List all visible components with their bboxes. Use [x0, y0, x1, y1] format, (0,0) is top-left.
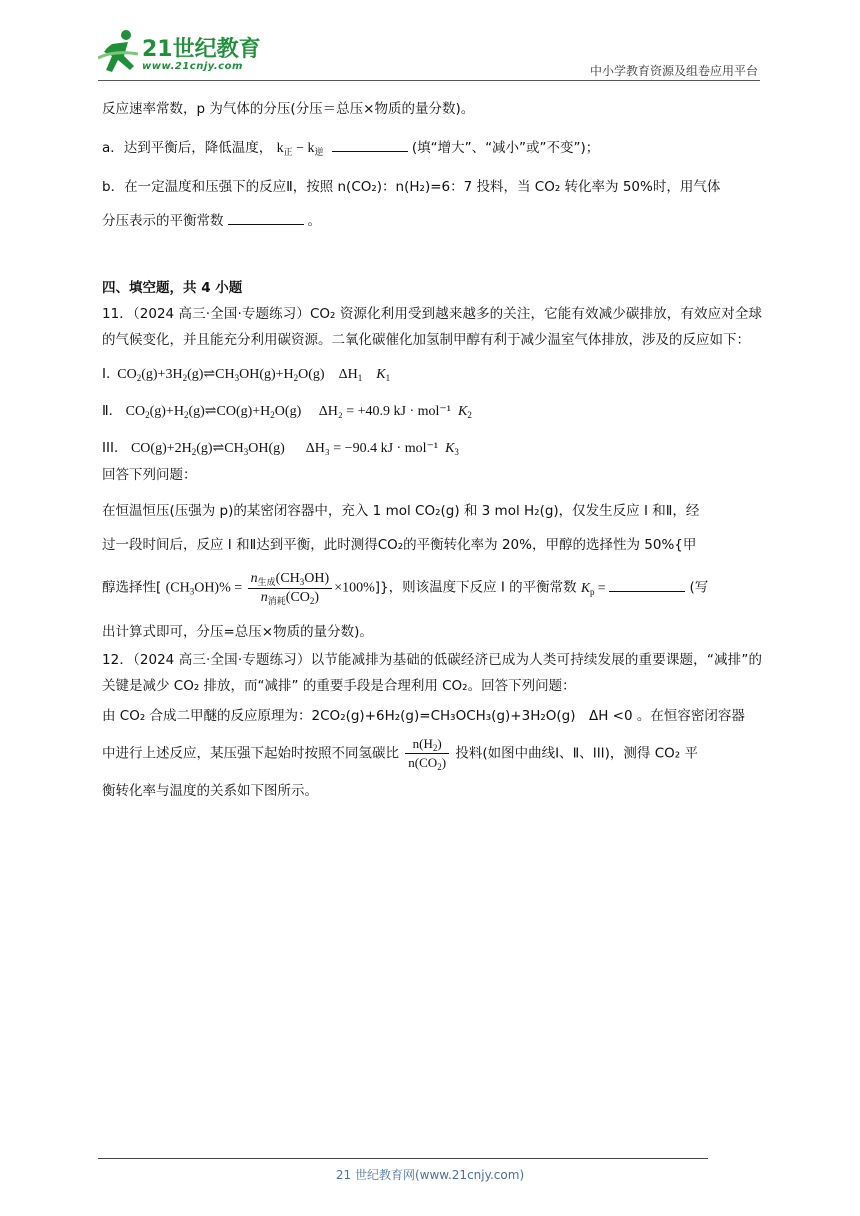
item-b-text: 分压表示的平衡常数 — [102, 213, 224, 229]
q12-line3: 衡转化率与温度的关系如下图所示。 — [102, 783, 318, 799]
footer-divider — [98, 1158, 708, 1159]
logo-main-text: 21世纪教育 — [142, 37, 261, 62]
item-a — [102, 137, 762, 160]
kp-symbol: $K_p$ = — [580, 579, 606, 597]
q11-reaction-1 — [102, 363, 762, 386]
r3-k: $K_3$ — [445, 441, 459, 457]
q12-reaction: 由 CO₂ 合成二甲醚的反应原理为：2CO₂(g)+6H₂(g)=CH₃OCH₃(g)+3H₂O(g) ΔH <0 。在恒容密闭容器 — [102, 708, 745, 724]
r3-equation: $CO(g)+2H_2(g)\rightleftharpoons CH_3OH(g)$ — [130, 441, 303, 457]
answer-blank-kp[interactable] — [609, 577, 685, 592]
sel-suffix: ]}，则该温度下反应 I 的平衡常数 — [374, 579, 577, 596]
r2-equation: $CO_2(g)+H_2(g)\rightleftharpoons CO(g)+H_2O(g)$ — [125, 404, 316, 420]
answer-blank-b[interactable] — [228, 210, 304, 225]
r2-enthalpy: ΔH₂ = +40.9 kJ · mol⁻¹ — [318, 404, 451, 419]
q11-reaction-2 — [102, 400, 762, 423]
item-b-line1: b．在一定温度和压强下的反应Ⅱ，按照 n(CO₂)：n(H₂)=6：7 投料，当 CO₂ 转化率为 50%时，用气体 — [102, 179, 721, 195]
r2-k: $K_2$ — [458, 404, 472, 420]
rate-constant-diff: $k_正 - k_逆$ — [276, 141, 324, 157]
logo-url-text: www.21cnjy.com — [142, 61, 243, 72]
header-divider — [98, 80, 760, 81]
item-b-line2 — [102, 210, 762, 232]
page-header — [98, 28, 758, 80]
r3-label: III． — [102, 440, 128, 456]
q12-line2-suffix: 投料(如图中曲线Ⅰ、Ⅱ、III)，测得 CO₂ 平 — [455, 745, 698, 762]
hydrogen-carbon-ratio: $\frac{n(H_2)}{n(CO_2)}$ — [405, 735, 449, 772]
r1-equation: $CO_2(g)+3H_2(g)\rightleftharpoons CH_3OH(g)+H_2O(g)$ $\Delta H_1$ $K_1$ — [113, 367, 391, 383]
item-b-end: 。 — [307, 213, 321, 229]
q11-condition-2: 过一段时间后，反应 I 和Ⅱ达到平衡，此时测得CO₂的平衡转化率为 20%，甲醇的选择性为 50%{甲 — [102, 537, 697, 553]
runner-logo-icon — [98, 28, 142, 76]
item-a-suffix: (填“增大”、“减小”或”不变”)； — [411, 140, 600, 156]
selectivity-fraction: $\frac{n_{生成}(CH_3OH)}{n_{消耗}(CO_2)}$ — [248, 570, 333, 607]
q11-condition-4: 出计算式即可，分压=总压×物质的量分数)。 — [102, 624, 373, 640]
sel-prefix: 醇选择性[ — [102, 579, 162, 596]
page-footer: 21 世纪教育网(www.21cnjy.com) — [335, 1168, 525, 1182]
intro-line: 反应速率常数，p 为气体的分压(分压＝总压×物质的量分数)。 — [102, 101, 475, 117]
site-logo — [98, 28, 268, 78]
r1-label: I. — [102, 366, 111, 382]
q11-selectivity-line — [102, 570, 762, 607]
q11-condition-1: 在恒温恒压(压强为 p)的某密闭容器中，充入 1 mol CO₂(g) 和 3 mol H₂(g)，仅发生反应 I 和Ⅱ，经 — [102, 503, 700, 519]
q12-line2-prefix: 中进行上述反应，某压强下起始时按照不同氢碳比 — [102, 745, 399, 762]
r3-enthalpy: ΔH₃ = −90.4 kJ · mol⁻¹ — [305, 441, 439, 456]
header-platform-name: 中小学教育资源及组卷应用平台 — [589, 64, 758, 78]
item-a-prefix: a．达到平衡后，降低温度， — [102, 140, 273, 156]
section-title: 四、填空题，共 4 小题 — [102, 280, 243, 296]
q12-text: 12．（2024 高三·全国·专题练习）以节能减排为基础的低碳经济已成为人类可持续发展的重要课题，“减排”的关键是减少 CO₂ 排放，而“减排” 的重要手段是合理利用 CO₂。回答下列问题： — [102, 652, 762, 694]
answer-blank-a[interactable] — [332, 137, 408, 152]
q11-reaction-3 — [102, 437, 762, 460]
q12-line2 — [102, 735, 762, 772]
q11-text: 11．（2024 高三·全国·专题练习）CO₂ 资源化利用受到越来越多的关注，它能有效减少碳排放，有效应对全球的气候变化，并且能充分利用碳资源。二氧化碳催化加氢制甲醇有利于减少温室气体排放，涉及的反应如下： — [102, 306, 762, 348]
selectivity-formula: $(CH_3OH)\%$ = $\frac{n_{生成}(CH_3OH)}{n_{消耗}(CO_2)}$ ×100% — [165, 571, 375, 606]
r2-label: Ⅱ． — [102, 403, 123, 419]
document-body — [102, 98, 762, 802]
sel-end: (写 — [689, 579, 709, 596]
answer-prompt: 回答下列问题： — [102, 467, 197, 483]
